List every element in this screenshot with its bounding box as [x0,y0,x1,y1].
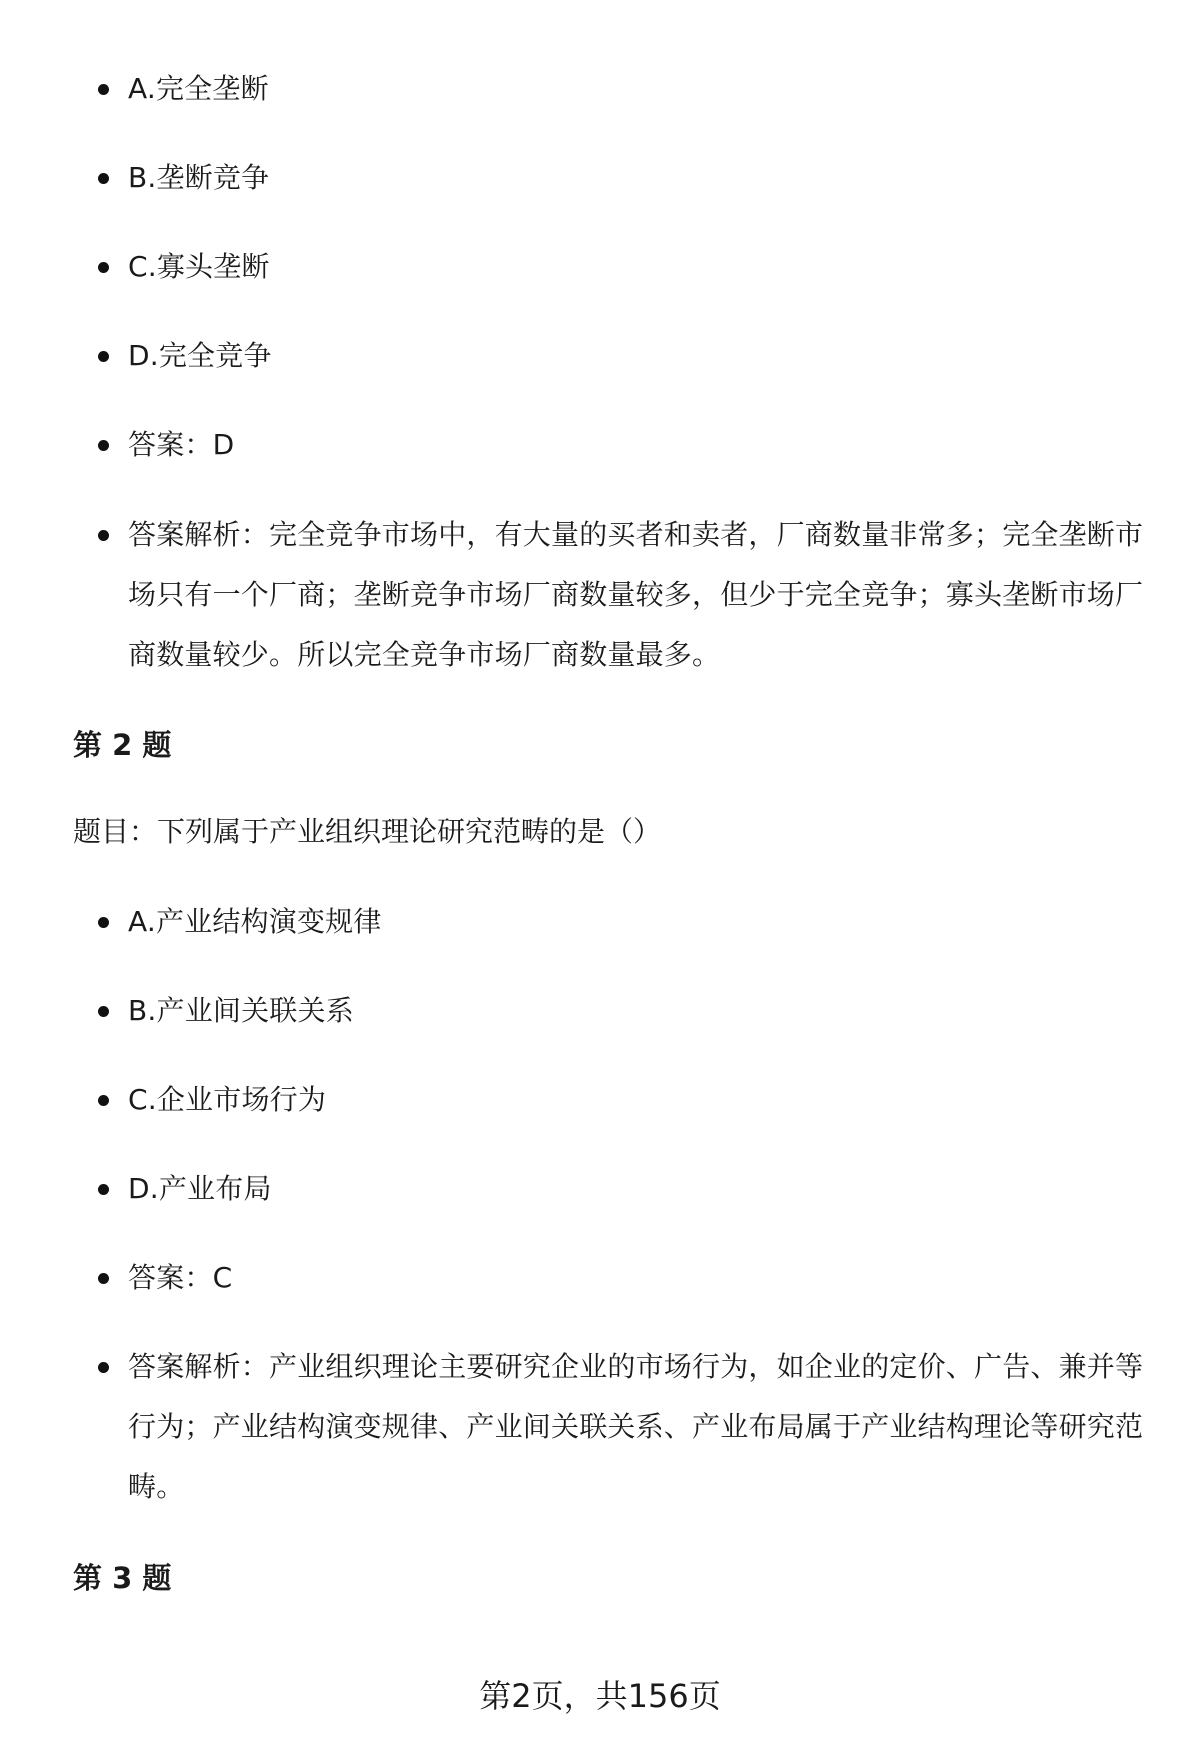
q2-option-b: B.产业间关联关系 [128,981,1144,1041]
q2-option-a: A.产业结构演变规律 [128,892,1144,952]
q1-answer: 答案：D [128,415,1144,475]
page-number: 第2页，共156页 [479,1677,721,1715]
q1-explanation: 答案解析：完全竞争市场中，有大量的买者和卖者，厂商数量非常多；完全垄断市场只有一个厂商；垄断竞争市场厂商数量较多，但少于完全竞争；寡头垄断市场厂商数量较少。所以完全竞争市场厂商数量最多。 [128,505,1144,685]
q2-explanation: 答案解析：产业组织理论主要研究企业的市场行为，如企业的定价、广告、兼并等行为；产业结构演变规律、产业间关联关系、产业布局属于产业结构理论等研究范畴。 [128,1337,1144,1517]
q2-stem: 题目：下列属于产业组织理论研究范畴的是（） [73,815,662,848]
q3-heading: 第 3 题 [73,1561,172,1595]
q2-option-d: D.产业布局 [128,1159,1144,1219]
q2-heading: 第 2 题 [73,728,172,762]
q1-option-a: A.完全垄断 [128,59,1144,119]
q2-answer: 答案：C [128,1248,1144,1308]
q2-option-c: C.企业市场行为 [128,1070,1144,1130]
q1-option-c: C.寡头垄断 [128,237,1144,297]
q1-option-b: B.垄断竞争 [128,148,1144,208]
q1-option-d: D.完全竞争 [128,326,1144,386]
